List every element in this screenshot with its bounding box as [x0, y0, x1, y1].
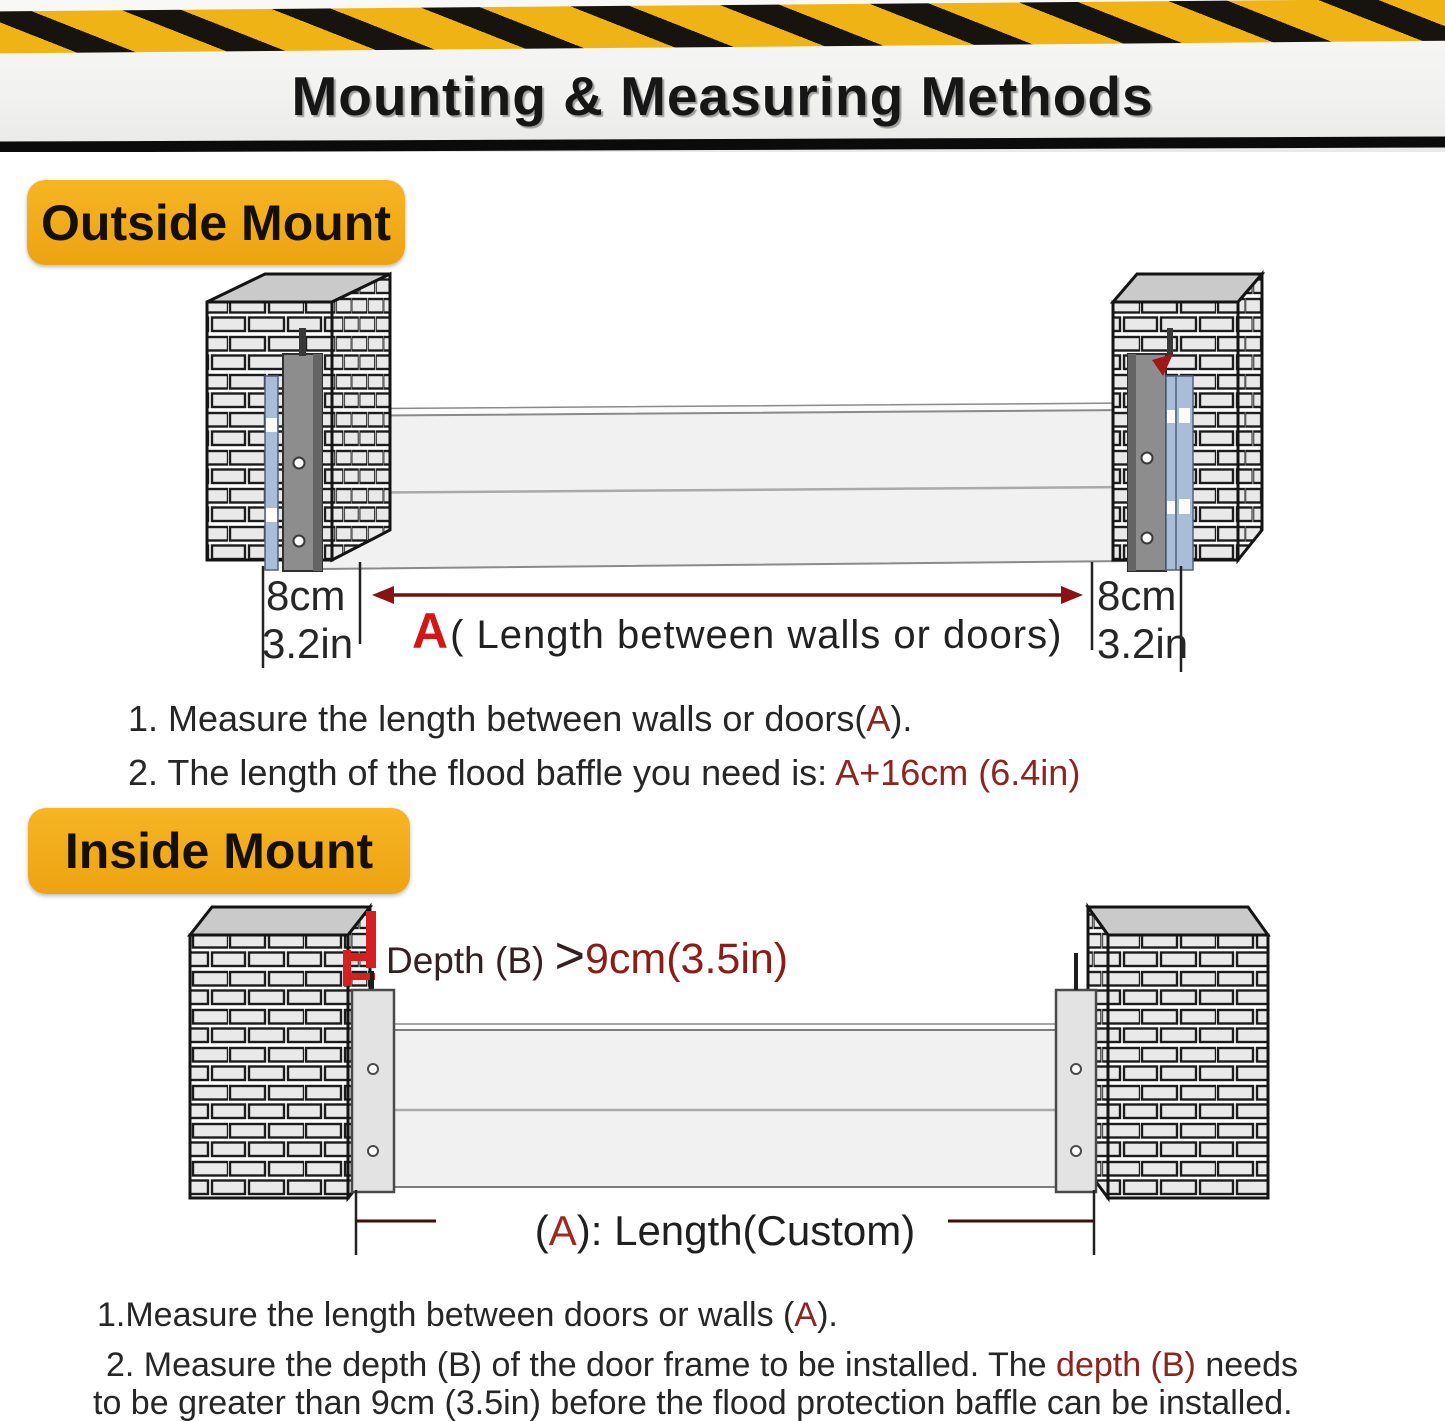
header-banner: [0, 0, 1445, 152]
greater-than-symbol: >: [554, 927, 585, 985]
step-text: ).: [817, 1296, 838, 1334]
flood-barrier-panel: [394, 1024, 1060, 1187]
dimension-annotations: [262, 562, 1188, 672]
outside-instruction-2: [128, 752, 1080, 794]
right-mounting-bracket: [1056, 953, 1096, 1192]
inside-mount-badge: [28, 808, 410, 894]
length-a-symbol: A: [412, 603, 449, 659]
right-brick-pillar: [1088, 907, 1268, 1198]
step-highlight: A: [794, 1296, 818, 1334]
header-divider-bar: [0, 136, 1445, 152]
inside-instruction-2-line1: [106, 1346, 1298, 1385]
anchor-bolt: [1074, 953, 1078, 990]
inside-mount-diagram: [0, 893, 1445, 1293]
seal-slot: [1167, 410, 1175, 423]
inside-instruction-2-line2: [93, 1384, 1293, 1421]
screw-hole: [294, 536, 305, 547]
screw-hole: [368, 1064, 378, 1074]
page-title: Mounting & Measuring Methods: [291, 65, 1154, 127]
left-offset-cm-label: 8cm: [266, 572, 346, 619]
right-offset-in-label: 3.2in: [1097, 620, 1189, 667]
seal-slot: [1179, 408, 1190, 423]
len-label-text: ): Length(Custom): [576, 1207, 916, 1254]
screw-hole: [1142, 533, 1153, 544]
left-offset-in-label: 3.2in: [262, 620, 354, 667]
step-text: ).: [890, 698, 913, 739]
step-text: 2. The length of the flood baffle you need is:: [128, 752, 836, 793]
step-highlight: A: [866, 698, 891, 739]
left-seal-strip: [265, 376, 278, 570]
step-text: 1.Measure the length between doors or walls (: [97, 1296, 795, 1334]
seal-slot: [1167, 501, 1175, 514]
length-between-walls-label: [412, 603, 1062, 659]
depth-label: [386, 927, 788, 985]
screw-hole: [1142, 453, 1153, 464]
step-highlight: depth (B): [1056, 1346, 1196, 1384]
len-a-symbol: A: [548, 1207, 577, 1254]
depth-value: 9cm(3.5in): [585, 935, 789, 983]
outside-mount-badge: [27, 180, 405, 265]
length-annotations: [356, 1190, 1094, 1255]
left-mounting-bracket: [352, 990, 394, 1192]
hazard-tape-stripe: [0, 0, 1445, 53]
length-label-text: ( Length between walls or doors): [450, 613, 1063, 657]
step-text: to be greater than 9cm (3.5in) before the flood protection baffle can be installed.: [93, 1384, 1293, 1421]
step-text: 1. Measure the length between walls or doors(: [128, 698, 867, 739]
seal-slot: [266, 508, 277, 522]
arrowhead-right-icon: [1061, 586, 1083, 604]
arrowhead-left-icon: [372, 586, 394, 604]
right-bracket-shade: [1128, 354, 1136, 571]
inside-instruction-1: [97, 1296, 838, 1335]
inside-mount-badge-label: Inside Mount: [64, 823, 374, 879]
seal-slot: [266, 418, 277, 432]
custom-length-label: [535, 1207, 915, 1254]
step-text: needs: [1195, 1346, 1298, 1384]
anchor-bolt: [299, 328, 306, 356]
right-seal-strip: [1166, 376, 1193, 570]
left-bracket-shade: [313, 354, 322, 571]
anchor-bolt: [1167, 328, 1173, 356]
outside-mount-badge-label: Outside Mount: [41, 194, 391, 251]
len-paren: (: [534, 1207, 549, 1254]
screw-hole: [1071, 1064, 1081, 1074]
screw-hole: [1071, 1146, 1081, 1156]
flood-barrier-panel: [320, 403, 1130, 569]
seal-slot: [1179, 499, 1190, 514]
right-offset-cm-label: 8cm: [1097, 572, 1177, 619]
screw-hole: [368, 1146, 378, 1156]
screw-hole: [294, 458, 305, 469]
depth-label-text: Depth (B): [386, 940, 555, 981]
outside-instruction-1: [128, 698, 912, 740]
outside-mount-diagram: [0, 258, 1445, 688]
step-highlight: A+16cm (6.4in): [835, 752, 1081, 793]
step-text: 2. Measure the depth (B) of the door frame to be installed. The: [106, 1346, 1057, 1384]
